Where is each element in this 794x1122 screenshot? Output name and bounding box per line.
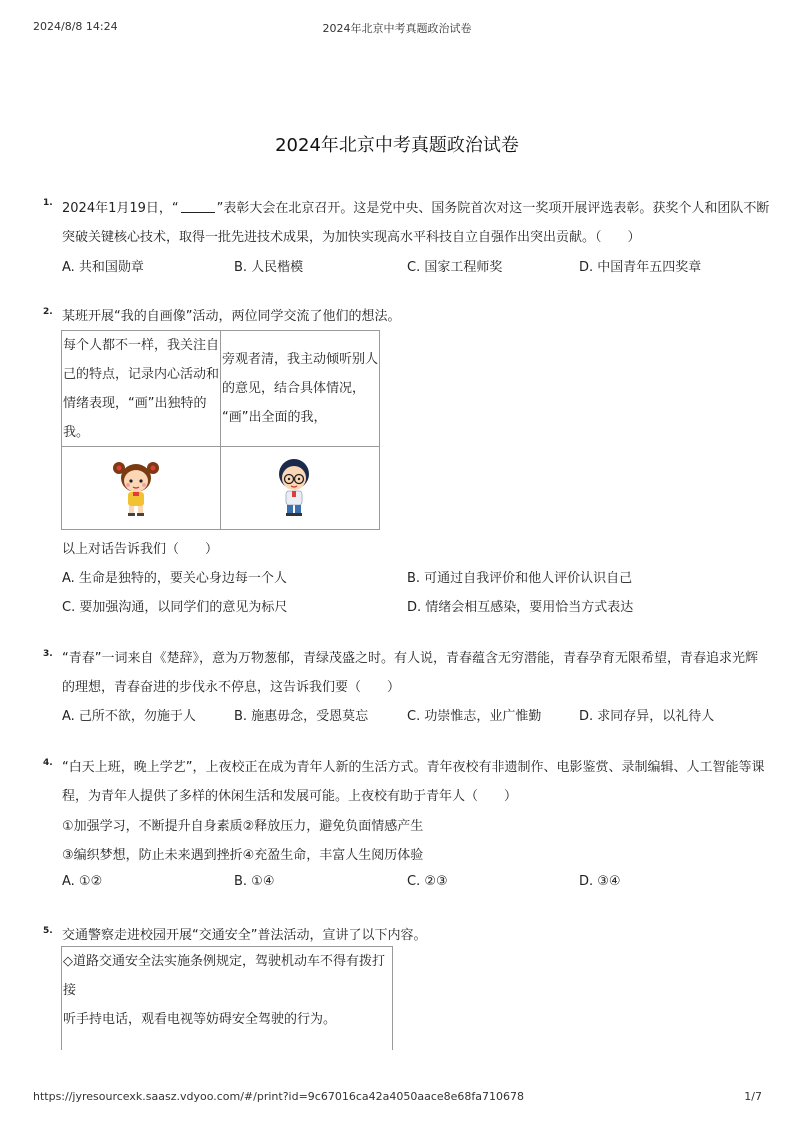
question-number: 1. — [43, 198, 53, 208]
option-a: A. 生命是独特的，要关心身边每一个人 — [62, 571, 287, 586]
question-number: 4. — [43, 758, 53, 768]
boy-cartoon-icon — [272, 454, 316, 520]
table-divider — [220, 331, 221, 529]
table-cell-left — [63, 331, 219, 447]
option-a: A. 己所不欲，勿施于人 — [62, 709, 196, 724]
table-cell-line: “画”出全面的我， — [222, 410, 327, 425]
option-b: B. 可通过自我评价和他人评价认识自己 — [407, 571, 633, 586]
option-c: C. 国家工程师奖 — [407, 260, 503, 275]
option-d: D. ③④ — [579, 874, 621, 889]
option-d: D. 情绪会相互感染，要用恰当方式表达 — [407, 600, 634, 615]
girl-cartoon-icon — [110, 456, 162, 518]
header-doc-title: 2024年北京中考真题政治试卷 — [322, 22, 472, 35]
option-c: C. ②③ — [407, 874, 448, 889]
option-b: B. ①④ — [234, 874, 275, 889]
law-content-box — [61, 946, 393, 1050]
question-text-line: 某班开展“我的自画像”活动，两位同学交流了他们的想法。 — [62, 309, 401, 324]
table-cell-line: 己的特点，记录内心活动和 — [63, 367, 220, 382]
law-content-text — [63, 947, 391, 1034]
table-cell-right — [222, 345, 378, 432]
question-text-line: ①加强学习，不断提升自身素质②释放压力，避免负面情感产生 — [62, 819, 424, 834]
table-cell-line: 我。 — [63, 425, 90, 440]
option-b: B. 人民楷模 — [234, 260, 304, 275]
question-number: 2. — [43, 307, 53, 317]
question-number: 5. — [43, 926, 53, 936]
option-a: A. ①② — [62, 874, 103, 889]
question-text-line: “白天上班，晚上学艺”，上夜校正在成为青年人新的生活方式。青年夜校有非遗制作、电影鉴赏、录制编辑、人工智能等课 — [62, 760, 765, 775]
question-text-fragment: 2024年1月19日，“ — [62, 201, 179, 216]
footer-url[interactable]: https://jyresourcexk.saasz.vdyoo.com/#/print?id=9c67016ca42a4050aace8e68fa710678 — [33, 1090, 525, 1103]
option-b: B. 施惠毋念，受恩莫忘 — [234, 709, 369, 724]
option-d: D. 中国青年五四奖章 — [579, 260, 702, 275]
question-text-line: 交通警察走进校园开展“交通安全”普法活动，宣讲了以下内容。 — [62, 928, 427, 943]
table-cell-line: 的意见，结合具体情况， — [222, 381, 366, 396]
question-stem: 以上对话告诉我们（ ） — [62, 542, 219, 557]
question-text-fragment: ”表彰大会在北京召开。这是党中央、国务院首次对这一奖项开展评选表彰。获奖个人和团队不断 — [216, 201, 770, 216]
header-datetime: 2024/8/8 14:24 — [33, 20, 118, 33]
option-a: A. 共和国勋章 — [62, 260, 144, 275]
question-text-line: 程，为青年人提供了多样的休闲生活和发展可能。上夜校有助于青年人（ ） — [62, 789, 518, 804]
table-cell-line: 每个人都不一样，我关注自 — [63, 338, 220, 353]
table-cell-line: 旁观者清，我主动倾听别人 — [222, 352, 379, 367]
page-title: 2024年北京中考真题政治试卷 — [275, 135, 519, 156]
question-number: 3. — [43, 649, 53, 659]
question-text-line: “青春”一词来自《楚辞》，意为万物葱郁，青绿茂盛之时。有人说，青春蕴含无穷潜能，青春孕育无限希望，青春追求光辉 — [62, 651, 758, 666]
option-c: C. 功崇惟志，业广惟勤 — [407, 709, 542, 724]
answer-blank — [181, 200, 215, 213]
question-text-line: 突破关键核心技术，取得一批先进技术成果，为加快实现高水平科技自立自强作出突出贡献。（ ） — [62, 230, 641, 245]
option-c: C. 要加强沟通，以同学们的意见为标尺 — [62, 600, 288, 615]
dialogue-table — [61, 330, 380, 530]
table-cell-line: 情绪表现，“画”出独特的 — [63, 396, 207, 411]
question-text-line: 的理想，青春奋进的步伐永不停息，这告诉我们要（ ） — [62, 680, 401, 695]
question-text-line — [62, 197, 769, 216]
law-content-line: ◇道路交通安全法实施条例规定，驾驶机动车不得有拨打接 — [63, 954, 385, 998]
page-number: 1/7 — [744, 1090, 762, 1103]
law-content-line: 听手持电话，观看电视等妨碍安全驾驶的行为。 — [63, 1012, 337, 1027]
option-d: D. 求同存异，以礼待人 — [579, 709, 715, 724]
question-text-line: ③编织梦想，防止未来遇到挫折④充盈生命，丰富人生阅历体验 — [62, 848, 424, 863]
